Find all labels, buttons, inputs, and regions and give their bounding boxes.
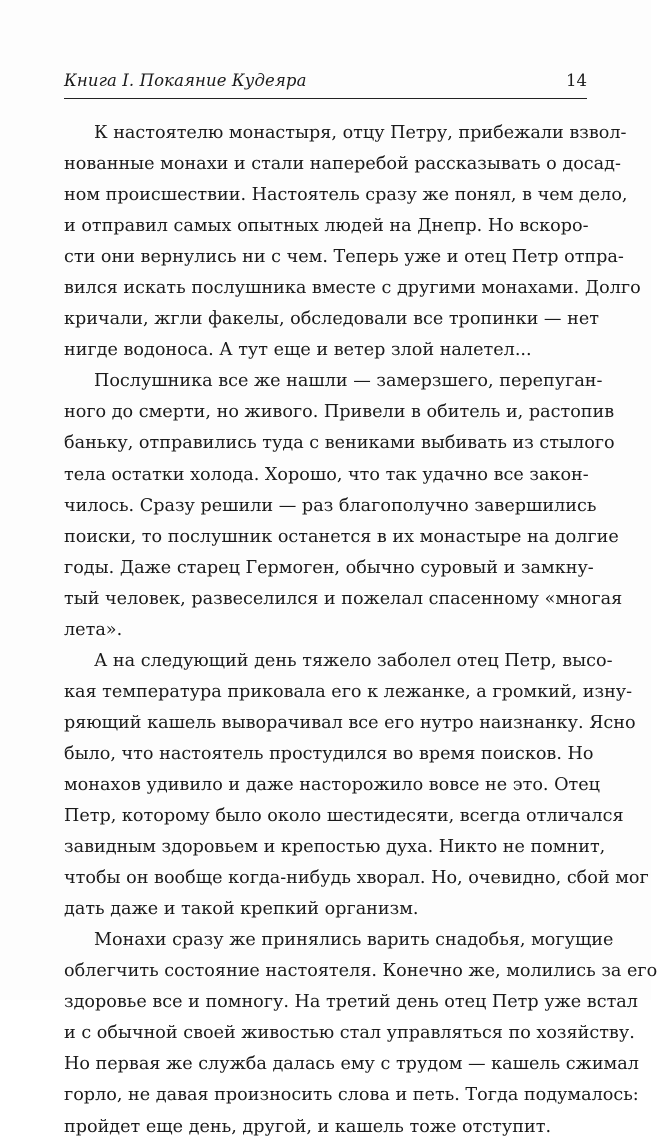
text-line: Но первая же служба далась ему с трудом — кашель сжимал <box>64 1054 639 1075</box>
paragraph-4 <box>64 925 657 1142</box>
text-line: ряющий кашель выворачивал все его нутро наизнанку. Ясно <box>64 712 636 733</box>
paragraph-2 <box>64 366 623 645</box>
text-line: годы. Даже старец Гермоген, обычно суровый и замкну- <box>64 557 594 578</box>
text-line: Монахи сразу же принялись варить снадобья, могущие <box>94 930 614 951</box>
text-line: сти они вернулись ни с чем. Теперь уже и отец Петр отпра- <box>64 247 624 268</box>
text-line: нованные монахи и стали наперебой рассказывать о досад- <box>64 154 621 175</box>
text-line: Петр, которому было около шестидесяти, всегда отличался <box>64 806 624 827</box>
text-line: чилось. Сразу решили — раз благополучно завершились <box>64 495 597 516</box>
text-line: А на следующий день тяжело заболел отец Петр, высо- <box>94 650 613 671</box>
text-line: было, что настоятель простудился во время поисков. Но <box>64 743 594 764</box>
running-header <box>64 68 587 99</box>
page-number: 14 <box>566 71 587 90</box>
text-line: пройдет еще день, другой, и кашель тоже отступит. <box>64 1116 552 1137</box>
text-line: дать даже и такой крепкий организм. <box>64 899 419 920</box>
text-line: завидным здоровьем и крепостью духа. Никто не помнит, <box>64 837 606 858</box>
running-header-title: Книга I. Покаяние Кудеяра <box>64 71 307 90</box>
text-line: тый человек, развеселился и пожелал спасенному «многая <box>64 588 623 609</box>
text-line: Послушника все же нашли — замерзшего, перепуган- <box>94 371 603 392</box>
text-line: монахов удивило и даже насторожило вовсе не это. Отец <box>64 774 600 795</box>
text-line: К настоятелю монастыря, отцу Петру, прибежали взвол- <box>94 123 627 143</box>
text-line: облегчить состояние настоятеля. Конечно же, молились за его <box>64 961 657 982</box>
text-line: вился искать послушника вместе с другими монахами. Долго <box>64 278 641 299</box>
text-line: горло, не давая произносить слова и петь. Тогда подумалось: <box>64 1085 639 1106</box>
paragraph-3 <box>64 646 649 925</box>
body-text <box>64 118 657 1143</box>
text-line: нигде водоноса. А тут еще и ветер злой налетел... <box>64 340 532 361</box>
text-line: баньку, отправились туда с вениками выбивать из стылого <box>64 433 615 454</box>
text-line: лета». <box>64 619 123 640</box>
text-line: кая температура приковала его к лежанке, а громкий, изну- <box>64 681 633 702</box>
text-line: и отправил самых опытных людей на Днепр. Но вскоро- <box>64 216 589 237</box>
text-line: кричали, жгли факелы, обследовали все тропинки — нет <box>64 309 599 330</box>
text-line: ного до смерти, но живого. Привели в обитель и, растопив <box>64 402 615 423</box>
paragraph-1 <box>64 118 641 366</box>
text-line: ном происшествии. Настоятель сразу же понял, в чем дело, <box>64 185 628 206</box>
text-line: здоровье все и помногу. На третий день отец Петр уже встал <box>64 992 638 1013</box>
text-line: тела остатки холода. Хорошо, что так удачно все закон- <box>64 464 589 485</box>
text-line: поиски, то послушник останется в их монастыре на долгие <box>64 526 619 547</box>
text-line: чтобы он вообще когда-нибудь хворал. Но, очевидно, сбой мог <box>64 868 649 889</box>
text-line: и с обычной своей живостью стал управляться по хозяйству. <box>64 1023 635 1044</box>
